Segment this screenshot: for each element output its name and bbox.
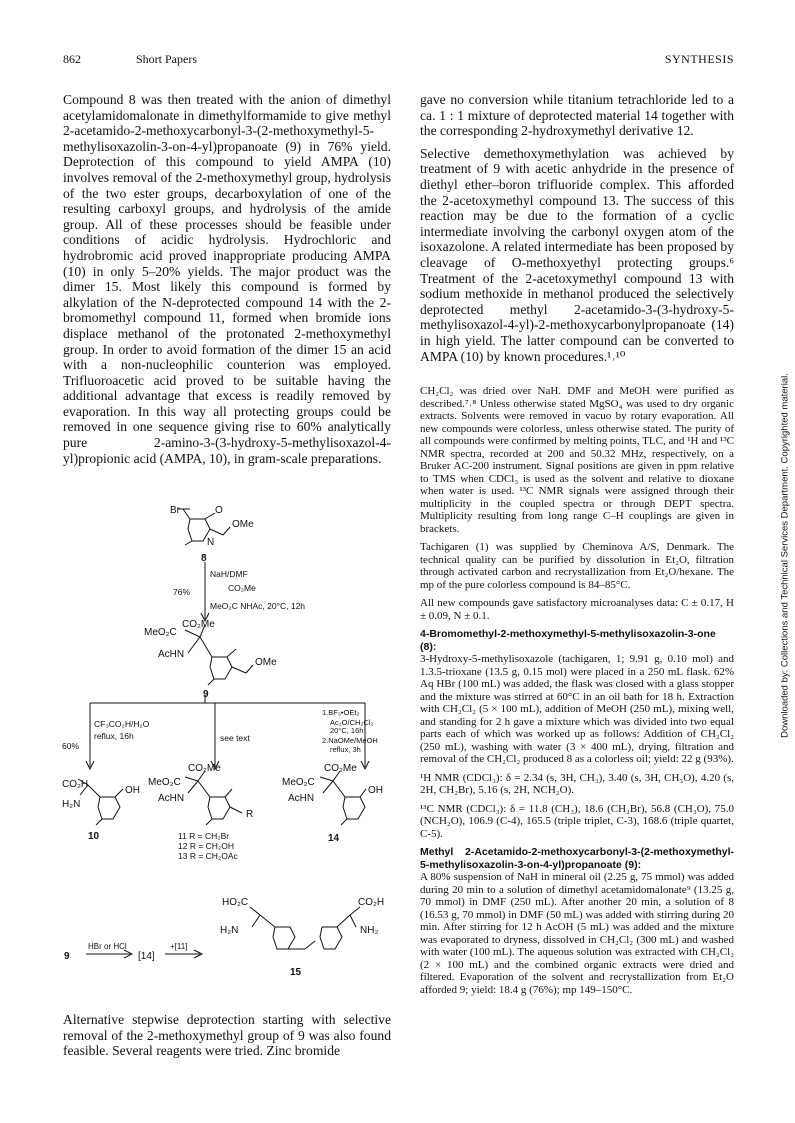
right-paragraph-1: gave no conversion while titanium tetrachloride led to a ca. 1 : 1 mixture of deprotected material 14 together with the corresponding 2-hydroxymethyl derivative 12. xyxy=(420,92,734,139)
left-reagent-2: reflux, 16h xyxy=(94,731,134,741)
compound-11-meo2c: MeO₂C xyxy=(148,777,181,788)
compound-15-ho2c: HO₂C xyxy=(222,897,249,908)
intermediate-14: [14] xyxy=(138,951,155,962)
compound-11-achn: AcHN xyxy=(158,793,185,804)
compound-9-procedure: A 80% suspension of NaH in mineral oil (2.25 g, 75 mmol) was added during 20 min to a solution of dimethyl acetamidomalonate⁹ (13.25 g, 70 mmol) in DMF (250 mL). After another 20 min, a solution of 8 (16.53 g, 70 mmol) in DMF (50 mL) was added with stirring during 20 min. After stirring for 12 h AcOH (5 mL) was added and the mixture was evaporated to dryness, dissolved in CH₂Cl₂ (300 mL) and washed with water (100 mL). The aqueous solution was extracted with CH₂Cl₂ (2 × 100 mL) and the combined organic extracts were dried and filtered. Evaporation of the solvent and recrystallization from Et₂O afforded 9; yield: 18.4 g (76%); mp 149–150°C. xyxy=(420,871,734,996)
reaction-scheme xyxy=(60,497,405,1009)
compound-9-co2me: CO₂Me xyxy=(182,619,215,630)
compound-14-meo2c: MeO₂C xyxy=(282,777,315,788)
compound-8-procedure: 3-Hydroxy-5-methylisoxazole (tachigaren, 1; 9.91 g, 0.10 mol) and 1.3.5-trioxane (13.5 g, 0.15 mol) were placed in a 250 mL flask. 62% Aq HBr (100 mL) was added, the flask was closed with a glass stopper and the mixture was stirred at 60°C in an oil bath for 18 h. Extraction with CH₂Cl₂ (5 × 100 mL), addition of MeOH (250 mL), mixing well, and standing for 2 h gave a mixture which was divided into two equal parts each of which was worked up as follows: Addition of CH₂Cl₂ (250 mL), washing with water (3 × 400 mL), drying, filtration and removal of the CH₂Cl₂ produced 8 as a colorless oil; yield: 22 g (93%). xyxy=(420,653,734,765)
compound-11-r: R xyxy=(246,809,254,820)
page-number: 862 xyxy=(63,52,81,66)
left-paragraph-1: Compound 8 was then treated with the anion of dimethyl acetylamidomalonate in dimethylformamide to give methyl 2-acetamido-2-methoxycarbonyl-3-(2-methoxymethyl-5-methylisoxazolin-3-on-4-yl)propanoate (9) in 76% yield. Deprotection of this compound to yield AMPA (10) involves removal of the 2-methoxymethyl group, hydrolysis of the two ester groups, decarboxylation of one of the resulting carboxyl groups, and hydrolysis of the amide group. All of these processes should be feasible under conditions of acidic hydrolysis. Hydrochloric and hydrobromic acid proved inappropriate producing AMPA (10) in only 5–20% yields. The major product was the dimer 15. Most likely this compound is formed by alkylation of the N-deprotected compound 14 with the 2-bromomethyl compound 11, formed when bromide ions displace methanol of the protonated 2-methoxymethyl group. In order to avoid formation of the dimer 15 an acid with a non-nucleophilic counterion was employed. Trifluoroacetic acid proved to be suitable having the additional advantage that excess is readily removed by evaporation. In this way all protecting groups could be removed in one sequence giving rise to 60% analytically pure 2-amino-3-(3-hydroxy-5-methylisoxazol-4-yl)propionic acid (AMPA, 10), in gram-scale preparations. xyxy=(63,92,391,466)
compound-14-label: 14 xyxy=(328,833,340,844)
step1-yield: 76% xyxy=(173,587,191,597)
right-reagent-2: Ac₂O/CH₂Cl₂ xyxy=(330,718,374,727)
right-paragraph-2: Selective demethoxymethylation was achieved by treatment of 9 with acetic anhydride in the presence of diethyl ether–boron trifluoride complex. This afforded the 2-acetoxymethyl compound 13. The success of this reaction may be due to the formation of a cyclic intermediate involving the carbonyl oxygen atom of the isoxazolone. A related intermediate has been proposed by cleavage of O-methoxyethyl protecting groups.⁶ Treatment of the 2-acetoxymethyl compound 13 with sodium methoxide in methanol produced the selectively deprotected methyl 2-acetamido-3-(3-hydroxy-5-methylisoxazol-4-yl)-2-methoxycarbonylpropanoate (14) in high yield. The latter compound can be converted to AMPA (10) by known procedures.¹˒¹⁰ xyxy=(420,145,734,364)
right-reagent-1: 1.BF₃•OEt₂ xyxy=(322,708,360,717)
step1-reagent-1: NaH/DMF xyxy=(210,569,248,579)
compound-9-start: 9 xyxy=(64,951,70,962)
experimental-general: CH₂Cl₂ was dried over NaH. DMF and MeOH were purified as described.⁷˒⁸ Unless otherwise stated MgSO₄ was used to dry organic extracts. Solvents were removed in vacuo by rotary evaporation. All new compounds were colorless, unless otherwise stated. The purity of all compounds were confirmed by melting points, TLC, and ¹H and ¹³C NMR spectra, recorded at 200 and 50.32 MHz, respectively, on a Bruker AC-200 instrument. Signal positions are given in ppm relative to TMS when CDCl₃ is used as the solvent and relative to dioxane when water is used. ¹³C NMR signals were assigned through their multiplicity in the coupled spectra or through DEPT spectra. Multiplicity resulting from long range C–H couplings are given in brackets. xyxy=(420,385,734,535)
step1-reagent-2: CO₂Me xyxy=(228,583,256,593)
step1-reagent-3: MeO₂C NHAc, 20°C, 12h xyxy=(210,601,306,611)
left-paragraph-bottom: Alternative stepwise deprotection starting with selective removal of the 2-methoxymethyl group of 9 was also found feasible. Several reagents were tried. Zinc bromide xyxy=(63,1012,391,1059)
left-column xyxy=(63,92,391,473)
compound-15-co2h: CO₂H xyxy=(358,897,385,908)
compound-15-h2n: H₂N xyxy=(220,925,239,936)
compound-11-co2me: CO₂Me xyxy=(188,763,221,774)
compound-10-h2n: H₂N xyxy=(62,799,81,810)
left-reagent-1: CF₃CO₂H/H₂O xyxy=(94,719,150,729)
bottom-reference: +[11] xyxy=(170,942,188,951)
see-text-label: see text xyxy=(220,733,250,743)
compound-10-co2h: CO₂H xyxy=(62,779,89,790)
right-reagent-3: 20°C, 16h xyxy=(330,726,364,735)
compound-12-label: 12 R = CH₂OH xyxy=(178,841,234,851)
compound-14-co2me: CO₂Me xyxy=(324,763,357,774)
left-yield: 60% xyxy=(62,741,80,751)
compound-13-label: 13 R = CH₂OAc xyxy=(178,851,238,861)
compound-8-label: 8 xyxy=(201,553,207,564)
right-column xyxy=(420,92,734,371)
compound-8-13c-nmr: ¹³C NMR (CDCl₃): δ = 11.8 (CH₃), 18.6 (CH₂Br), 56.8 (CH₃O), 75.0 (NCH₂O), 106.9 (C-4), 165.5 (triple triplet, C-3), 168.6 (triple quartet, C-5). xyxy=(420,802,734,840)
section-title: Short Papers xyxy=(136,52,197,66)
experimental-tachigaren: Tachigaren (1) was supplied by Cheminova A/S, Denmark. The technical quality can be purified by dissolution in Et₂O, filtration through activated carbon and recrystallization from Et₂O/hexane. The mp of the pure colorless compound is 84–85°C. xyxy=(420,541,734,591)
compound-9-achn: AcHN xyxy=(158,649,185,660)
compound-15-nh2: NH₂ xyxy=(360,925,379,936)
journal-name: SYNTHESIS xyxy=(664,52,734,66)
bottom-reagent: HBr or HCl xyxy=(88,942,127,951)
compound-9-label: 9 xyxy=(203,689,209,700)
right-reagent-5: reflux, 3h xyxy=(330,745,361,754)
compound-9-meo2c: MeO₂C xyxy=(144,627,177,638)
compound-8-heading: 4-Bromomethyl-2-methoxymethyl-5-methylisoxazolin-3-one (8): xyxy=(420,628,716,653)
br-label: Br xyxy=(170,505,180,516)
ome-label: OMe xyxy=(232,519,254,530)
compound-10-label: 10 xyxy=(88,831,100,842)
download-watermark: Downloaded by: Collections and Technical Services Department. Copyrighted material. xyxy=(779,373,791,738)
compound-10-oh: OH xyxy=(125,785,140,796)
n-label: N xyxy=(207,537,215,548)
compound-11-label: 11 R = CH₂Br xyxy=(178,831,230,841)
compound-14-achn: AcHN xyxy=(288,793,315,804)
experimental-section xyxy=(420,385,734,1002)
compound-15-label: 15 xyxy=(290,967,302,978)
page-header xyxy=(63,52,734,68)
compound-9-heading: Methyl 2-Acetamido-2-methoxycarbonyl-3-(2-methoxymethyl-5-methylisoxazolin-3-on-4-yl)propanoate (9): xyxy=(420,846,734,871)
compound-8-1h-nmr: ¹H NMR (CDCl₃): δ = 2.34 (s, 3H, CH₃), 3.40 (s, 3H, CH₃O), 4.20 (s, 2H, CH₂Br), 5.16 (s, 2H, NCH₂O). xyxy=(420,771,734,796)
experimental-microanalyses: All new compounds gave satisfactory microanalyses data: C ± 0.17, H ± 0.09, N ± 0.1. xyxy=(420,597,734,622)
compound-9-ome: OMe xyxy=(255,657,277,668)
compound-14-oh: OH xyxy=(368,785,383,796)
right-reagent-4: 2.NaOMe/MeOH xyxy=(322,736,378,745)
o-label: O xyxy=(215,505,223,516)
